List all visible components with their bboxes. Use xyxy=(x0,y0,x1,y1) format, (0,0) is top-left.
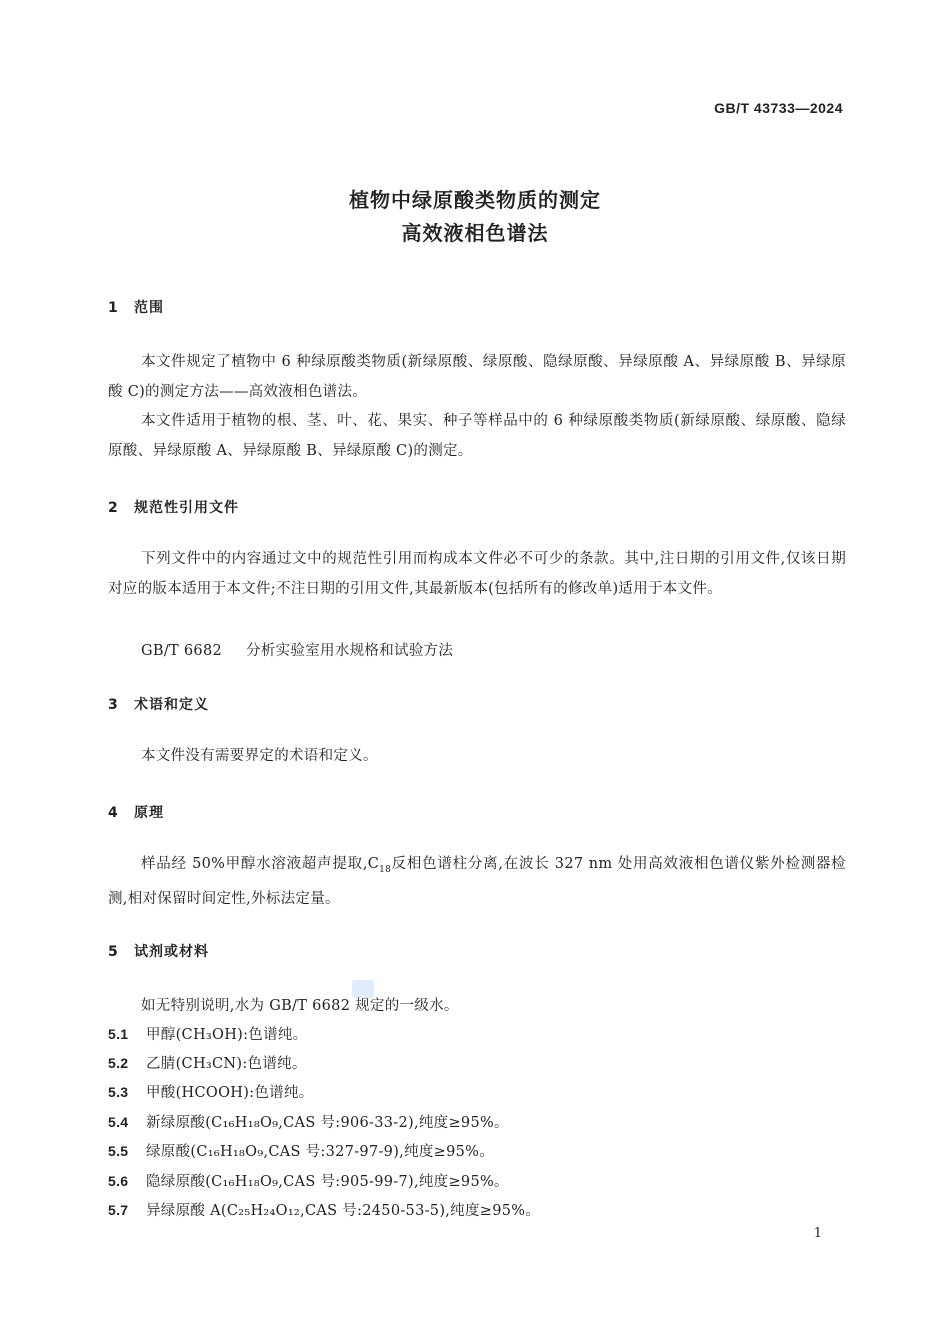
page-number: 1 xyxy=(813,1226,822,1241)
principle-text-end: 反相色谱柱分离,在波长 327 nm 处用高效液相色谱仪紫外检测器检测,相对保留时间定性,外标法定量。 xyxy=(108,856,846,908)
section-title: 规范性引用文件 xyxy=(134,500,239,516)
section-3-paragraph-1: 本文件没有需要界定的术语和定义。 xyxy=(141,748,378,764)
section-1-paragraph-1: 本文件规定了植物中 6 种绿原酸类物质(新绿原酸、绿原酸、隐绿原酸、异绿原酸 A、异绿原酸 B、异绿原酸 C)的测定方法——高效液相色谱法。 xyxy=(108,354,846,400)
reagent-number: 5.2 xyxy=(108,1055,129,1071)
reference-code: GB/T 6682 xyxy=(141,643,223,659)
section-number: 3 xyxy=(108,697,119,713)
section-5-intro: 如无特别说明,水为 GB/T 6682 规定的一级水。 xyxy=(141,998,459,1014)
reagent-text: 甲酸(HCOOH):色谱纯。 xyxy=(146,1085,314,1101)
section-number: 2 xyxy=(108,500,119,516)
reagent-item xyxy=(108,1140,494,1161)
reagent-text: 异绿原酸 A(C₂₅H₂₄O₁₂,CAS 号:2450-53-5),纯度≥95%。 xyxy=(146,1203,541,1219)
section-title: 术语和定义 xyxy=(134,697,209,713)
reagent-number: 5.7 xyxy=(108,1202,129,1218)
section-number: 5 xyxy=(108,944,119,960)
reagent-text: 隐绿原酸(C₁₆H₁₈O₉,CAS 号:905-99-7),纯度≥95%。 xyxy=(146,1174,509,1190)
reagent-number: 5.1 xyxy=(108,1026,129,1042)
reagent-item xyxy=(108,1081,314,1102)
section-title: 试剂或材料 xyxy=(134,944,209,960)
reagent-number: 5.5 xyxy=(108,1143,129,1159)
section-5-heading xyxy=(108,941,209,961)
reference-title: 分析实验室用水规格和试验方法 xyxy=(246,643,454,659)
reagent-text: 乙腈(CH₃CN):色谱纯。 xyxy=(146,1056,307,1072)
reagent-text: 甲醇(CH₃OH):色谱纯。 xyxy=(146,1027,308,1043)
document-title-line-2: 高效液相色谱法 xyxy=(401,221,549,245)
section-title: 范围 xyxy=(134,300,164,316)
standard-code: GB/T 43733—2024 xyxy=(714,100,843,116)
reagent-item xyxy=(108,1170,509,1191)
principle-subscript: 18 xyxy=(379,864,392,875)
section-title: 原理 xyxy=(134,805,164,821)
section-4-paragraph-1 xyxy=(108,850,846,915)
reagent-number: 5.4 xyxy=(108,1114,129,1130)
reagent-number: 5.3 xyxy=(108,1084,129,1100)
reagent-text: 新绿原酸(C₁₆H₁₈O₉,CAS 号:906-33-2),纯度≥95%。 xyxy=(146,1115,509,1131)
section-number: 1 xyxy=(108,300,119,316)
principle-text-start: 样品经 50%甲醇水溶液超声提取,C xyxy=(141,856,380,872)
section-2-paragraph-1: 下列文件中的内容通过文中的规范性引用而构成本文件必不可少的条款。其中,注日期的引用文件,仅该日期对应的版本适用于本文件;不注日期的引用文件,其最新版本(包括所有的修改单)适用于本文件。 xyxy=(108,551,846,597)
section-2-heading xyxy=(108,497,239,517)
reagent-item xyxy=(108,1111,509,1132)
reagent-text: 绿原酸(C₁₆H₁₈O₉,CAS 号:327-97-9),纯度≥95%。 xyxy=(146,1144,495,1160)
normative-reference xyxy=(141,639,453,660)
document-title-line-1: 植物中绿原酸类物质的测定 xyxy=(349,188,601,212)
reagent-item xyxy=(108,1199,540,1220)
reagent-number: 5.6 xyxy=(108,1173,129,1189)
section-number: 4 xyxy=(108,805,119,821)
section-3-heading xyxy=(108,694,209,714)
section-4-heading xyxy=(108,802,164,822)
section-1-paragraph-2: 本文件适用于植物的根、茎、叶、花、果实、种子等样品中的 6 种绿原酸类物质(新绿原酸、绿原酸、隐绿原酸、异绿原酸 A、异绿原酸 B、异绿原酸 C)的测定。 xyxy=(108,413,846,459)
reagent-item xyxy=(108,1052,307,1073)
reagent-item xyxy=(108,1023,307,1044)
section-1-heading xyxy=(108,297,164,317)
